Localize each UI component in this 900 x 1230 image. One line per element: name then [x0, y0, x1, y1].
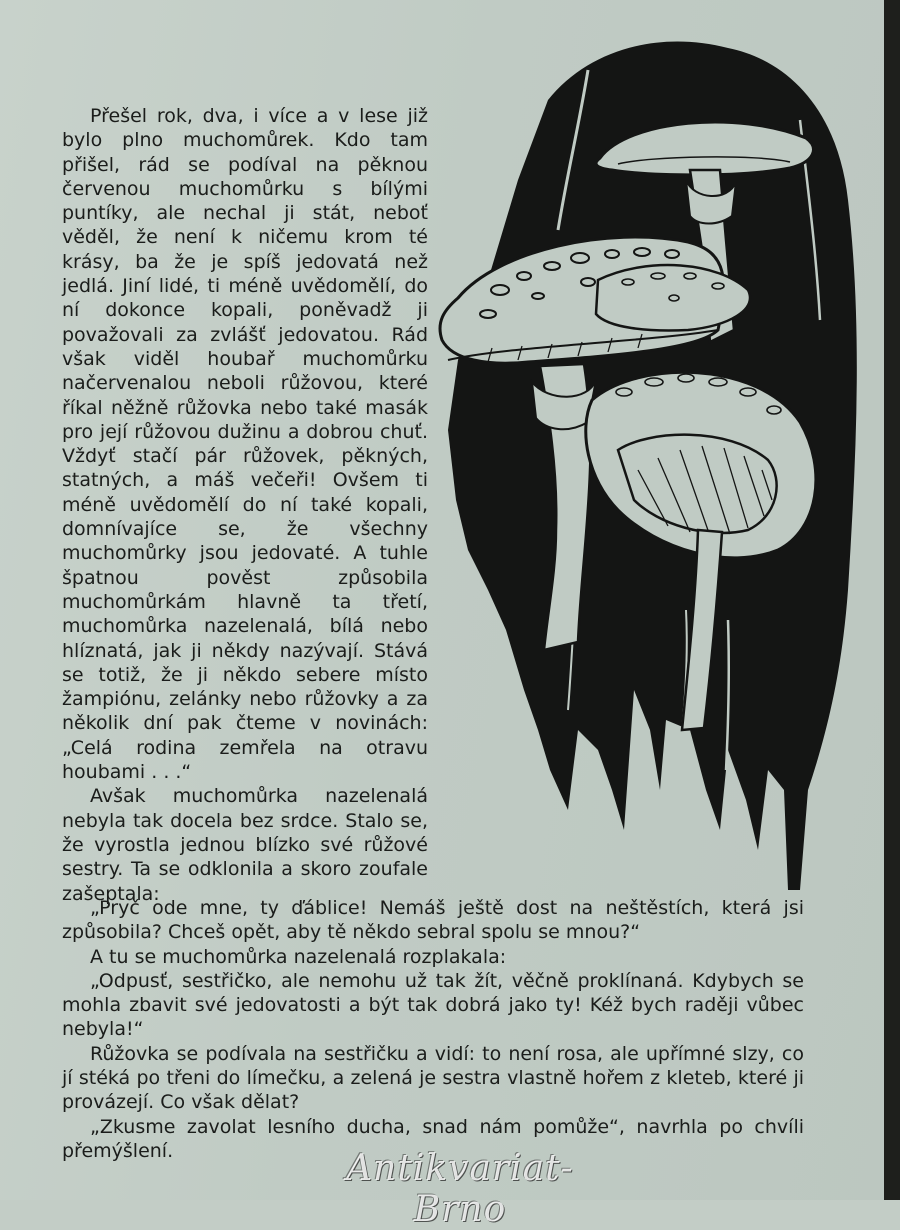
paragraph: Přešel rok, dva, i více a v lese již bylo plno muchomůrek. Kdo tam přišel, rád se podíval na pěknou červenou muchomůrku s bílými puntíky, ale nechal ji stát, neboť věděl, že není k ničemu krom té krásy, ba že je spíš jedovatá než jedlá. Jiní lidé, ti méně uvědomělí, do ní dokonce kopali, poněvadž ji považovali za zvlášť jedovatou. Rád však viděl houbař muchomůrku načervenalou neboli růžovou, které říkal něžně růžovka nebo také masák pro její růžovou dužinu a dobrou chuť. Vždyť stačí pár růžovek, pěkných, statných, a máš večeři! Ovšem ti méně uvědomělí do ní také kopali, domnívajíce se, že všechny muchomůrky jsou jedovaté. A tuhle špatnou pověst způsobila muchomůrkám hlavně ta třetí, muchomůrka nazelenalá, bílá nebo hlíznatá, jak ji někdy nazývají. Stává se totiž, že ji někdo sebere místo žampiónu, zelánky nebo růžovky a za několik dní pak čteme v novinách: „Celá rodina zemřela na otravu houbami . . .“ [62, 105, 428, 784]
text-wide [62, 896, 804, 1163]
book-cover-edge [884, 0, 900, 1200]
paragraph: „Pryč ode mne, ty ďáblice! Nemáš ještě dost na neštěstích, která jsi způsobila? Chceš opět, aby tě někdo sebral spolu se mnou?“ [62, 897, 804, 944]
text-column [62, 104, 428, 906]
paragraph: A tu se muchomůrka nazelenalá rozplakala: [90, 945, 507, 968]
mushroom-illustration [428, 30, 868, 900]
paragraph: Růžovka se podívala na sestřičku a vidí: to není rosa, ale upřímné slzy, co jí stéká po třeni do límečku, a zelená je sestra vlastně hořem z kleteb, které ji provázejí. Co však dělat? [62, 1042, 804, 1114]
paragraph: Avšak muchomůrka nazelenalá nebyla tak docela bez srdce. Stalo se, že vyrostla jednou blízko své růžové sestry. Ta se odklonila a skoro zoufale zašeptala: [62, 785, 428, 905]
watermark: Antikvariat-Brno [346, 1148, 574, 1230]
paragraph: „Zkusme zavolat lesního ducha, snad nám pomůže“, navrhla po chvíli přemýšlení. [62, 1115, 804, 1162]
paragraph: „Odpusť, sestřičko, ale nemohu už tak žít, věčně proklínaná. Kdybych se mohla zbavit své jedovatosti a být tak dobrá jako ty! Kéž bych raději vůbec nebyla!“ [62, 969, 804, 1041]
